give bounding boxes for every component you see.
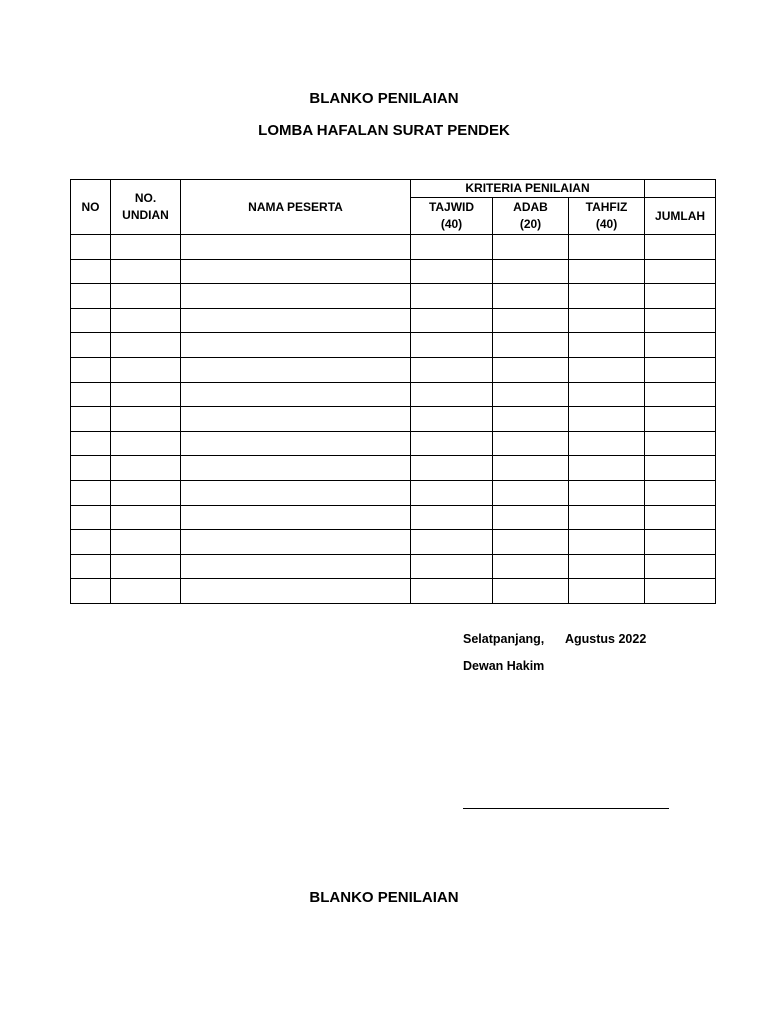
- table-cell: [411, 333, 493, 358]
- table-cell: [71, 505, 111, 530]
- table-cell: [411, 579, 493, 604]
- table-cell: [645, 333, 716, 358]
- table-cell: [645, 259, 716, 284]
- table-cell: [569, 333, 645, 358]
- table-row: [71, 357, 716, 382]
- table-cell: [71, 308, 111, 333]
- signature-role: Dewan Hakim: [463, 659, 545, 673]
- table-cell: [569, 456, 645, 481]
- table-cell: [569, 530, 645, 555]
- table-cell: [71, 456, 111, 481]
- table-cell: [645, 382, 716, 407]
- table-cell: [181, 235, 411, 260]
- table-cell: [569, 431, 645, 456]
- table-cell: [181, 579, 411, 604]
- table-cell: [645, 407, 716, 432]
- table-cell: [493, 259, 569, 284]
- table-cell: [181, 407, 411, 432]
- table-cell: [493, 407, 569, 432]
- table-cell: [111, 554, 181, 579]
- criteria-adab-name: ADAB: [513, 200, 548, 214]
- table-cell: [111, 456, 181, 481]
- table-cell: [645, 480, 716, 505]
- table-cell: [645, 431, 716, 456]
- table-cell: [569, 579, 645, 604]
- table-cell: [493, 308, 569, 333]
- table-cell: [71, 235, 111, 260]
- criteria-adab-max: (20): [519, 217, 542, 231]
- table-cell: [111, 333, 181, 358]
- col-header-undian: [111, 180, 181, 235]
- col-header-undian-line2: UNDIAN: [122, 208, 169, 222]
- table-cell: [411, 284, 493, 309]
- signature-place: Selatpanjang,: [463, 632, 545, 646]
- criteria-adab: [493, 198, 569, 235]
- table-cell: [71, 333, 111, 358]
- col-header-undian-line1: NO.: [134, 191, 157, 205]
- table-cell: [493, 284, 569, 309]
- form-subtitle: LOMBA HAFALAN SURAT PENDEK: [258, 122, 510, 139]
- table-cell: [569, 235, 645, 260]
- table-cell: [181, 357, 411, 382]
- criteria-tahfiz-max: (40): [595, 217, 618, 231]
- form-title: BLANKO PENILAIAN: [309, 90, 459, 107]
- table-cell: [181, 382, 411, 407]
- table-cell: [645, 357, 716, 382]
- table-cell: [493, 480, 569, 505]
- table-row: [71, 407, 716, 432]
- table-cell: [493, 579, 569, 604]
- table-cell: [411, 259, 493, 284]
- table-cell: [493, 333, 569, 358]
- col-header-jumlah: JUMLAH: [645, 198, 716, 235]
- table-cell: [181, 530, 411, 555]
- table-cell: [645, 456, 716, 481]
- table-cell: [569, 259, 645, 284]
- table-cell: [71, 480, 111, 505]
- table-cell: [493, 357, 569, 382]
- criteria-tahfiz: [569, 198, 645, 235]
- table-cell: [645, 284, 716, 309]
- table-cell: [111, 505, 181, 530]
- signature-line: [463, 808, 669, 809]
- table-row: [71, 259, 716, 284]
- table-cell: [569, 505, 645, 530]
- table-row: [71, 431, 716, 456]
- table-cell: [569, 308, 645, 333]
- table-cell: [181, 505, 411, 530]
- table-row: [71, 308, 716, 333]
- table-cell: [569, 554, 645, 579]
- table-row: [71, 284, 716, 309]
- table-cell: [71, 431, 111, 456]
- table-cell: [71, 554, 111, 579]
- table-cell: [569, 407, 645, 432]
- col-header-jumlah-top: [645, 180, 716, 198]
- table-row: [71, 333, 716, 358]
- table-cell: [569, 480, 645, 505]
- table-cell: [645, 579, 716, 604]
- criteria-tajwid-name: TAJWID: [428, 200, 475, 214]
- table-cell: [111, 357, 181, 382]
- table-cell: [411, 382, 493, 407]
- table-cell: [71, 259, 111, 284]
- table-cell: [111, 235, 181, 260]
- table-cell: [111, 382, 181, 407]
- col-header-nama: NAMA PESERTA: [181, 180, 411, 235]
- table-cell: [645, 235, 716, 260]
- criteria-tahfiz-name: TAHFIZ: [585, 200, 628, 214]
- table-row: [71, 505, 716, 530]
- table-row: [71, 554, 716, 579]
- table-row: [71, 382, 716, 407]
- table-cell: [181, 456, 411, 481]
- col-header-no: NO: [71, 180, 111, 235]
- table-cell: [111, 308, 181, 333]
- table-cell: [645, 554, 716, 579]
- signature-date: Agustus 2022: [565, 632, 647, 646]
- table-cell: [181, 480, 411, 505]
- table-cell: [569, 357, 645, 382]
- table-cell: [411, 308, 493, 333]
- table-row: [71, 456, 716, 481]
- table-cell: [111, 259, 181, 284]
- table-cell: [111, 579, 181, 604]
- table-cell: [71, 284, 111, 309]
- criteria-header: KRITERIA PENILAIAN: [411, 180, 645, 198]
- table-cell: [411, 554, 493, 579]
- table-cell: [111, 407, 181, 432]
- table-cell: [411, 235, 493, 260]
- table-cell: [493, 456, 569, 481]
- table-cell: [181, 333, 411, 358]
- table-cell: [181, 554, 411, 579]
- table-cell: [71, 382, 111, 407]
- table-cell: [181, 308, 411, 333]
- score-table: [70, 179, 716, 604]
- table-cell: [181, 259, 411, 284]
- table-cell: [493, 505, 569, 530]
- table-row: [71, 530, 716, 555]
- table-cell: [181, 431, 411, 456]
- table-cell: [645, 505, 716, 530]
- table-cell: [493, 530, 569, 555]
- table-cell: [71, 407, 111, 432]
- table-cell: [411, 530, 493, 555]
- table-cell: [493, 382, 569, 407]
- table-row: [71, 579, 716, 604]
- table-cell: [111, 480, 181, 505]
- table-cell: [181, 284, 411, 309]
- table-cell: [111, 284, 181, 309]
- table-cell: [645, 308, 716, 333]
- table-cell: [71, 357, 111, 382]
- table-cell: [71, 530, 111, 555]
- score-table-body: [71, 235, 716, 604]
- table-cell: [493, 235, 569, 260]
- table-cell: [569, 284, 645, 309]
- table-cell: [411, 407, 493, 432]
- table-row: [71, 235, 716, 260]
- table-cell: [111, 431, 181, 456]
- table-cell: [411, 480, 493, 505]
- table-cell: [493, 554, 569, 579]
- table-cell: [411, 505, 493, 530]
- table-cell: [71, 579, 111, 604]
- table-cell: [645, 530, 716, 555]
- table-cell: [411, 357, 493, 382]
- table-cell: [411, 456, 493, 481]
- criteria-tajwid-max: (40): [440, 217, 463, 231]
- table-cell: [569, 382, 645, 407]
- table-cell: [411, 431, 493, 456]
- criteria-tajwid: [411, 198, 493, 235]
- table-row: [71, 480, 716, 505]
- table-cell: [493, 431, 569, 456]
- table-cell: [111, 530, 181, 555]
- form-title-repeat: BLANKO PENILAIAN: [309, 889, 459, 906]
